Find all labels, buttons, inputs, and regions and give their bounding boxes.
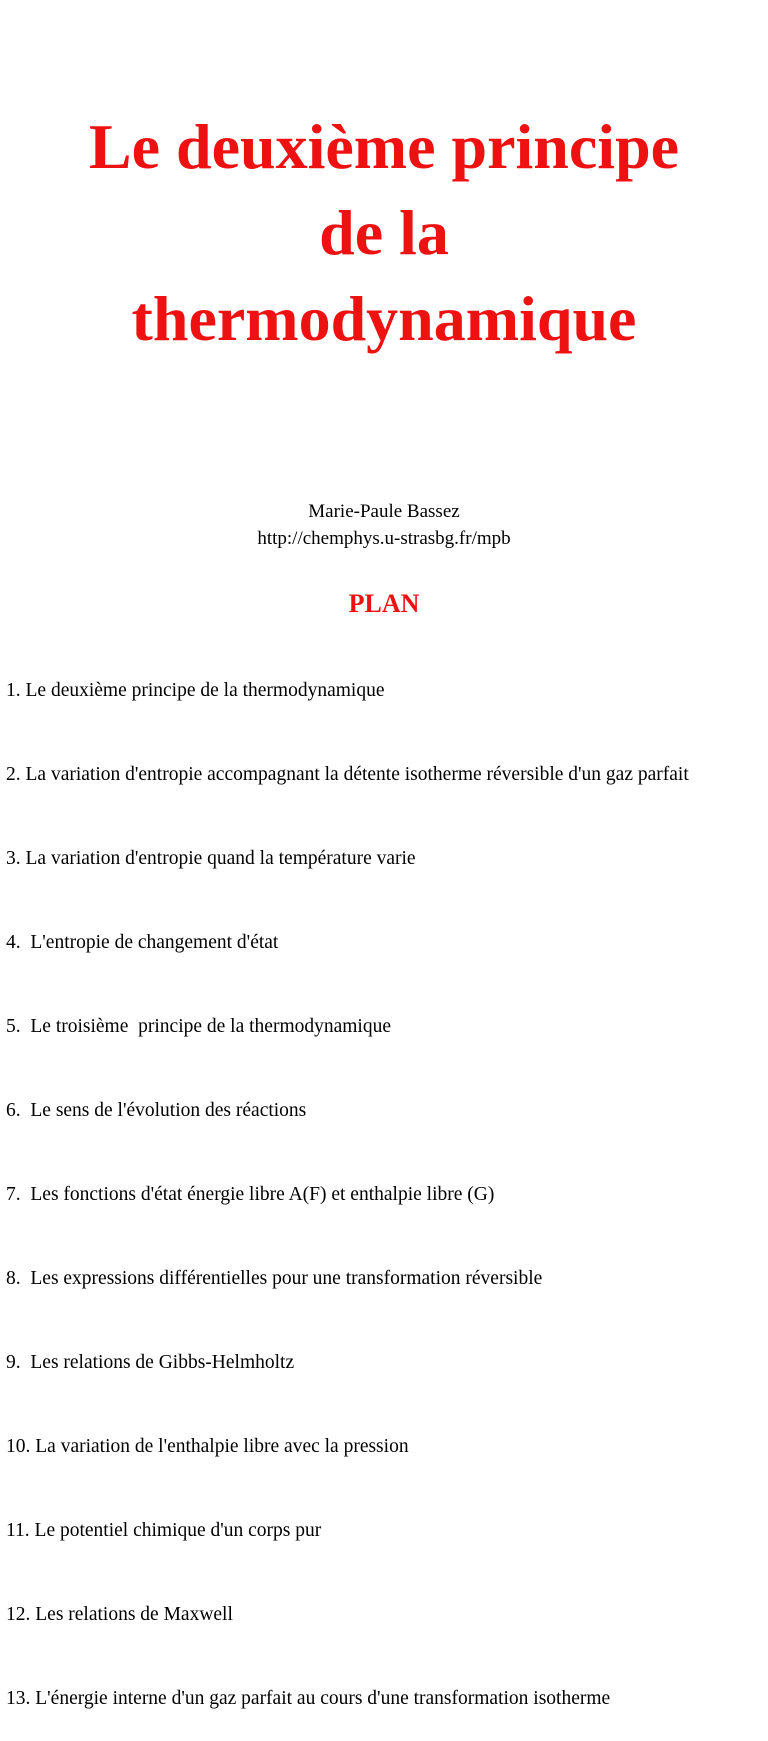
plan-item-10: 10. La variation de l'enthalpie libre avec la pression: [6, 1436, 409, 1457]
plan-list: [6, 621, 762, 1741]
plan-item-4: 4. L'entropie de changement d'état: [6, 932, 279, 953]
plan-item-9: 9. Les relations de Gibbs-Helmholtz: [6, 1352, 295, 1373]
plan-item-2: 2. La variation d'entropie accompagnant la détente isotherme réversible d'un gaz parfait: [6, 764, 689, 785]
title-line-3: thermodynamique: [131, 283, 637, 354]
plan-item-1: 1. Le deuxième principe de la thermodynamique: [6, 680, 385, 701]
plan-item-13: 13. L'énergie interne d'un gaz parfait au cours d'une transformation isotherme: [6, 1688, 611, 1709]
title-line-2: de la: [319, 197, 449, 268]
plan-item-7: 7. Les fonctions d'état énergie libre A(F) et enthalpie libre (G): [6, 1184, 495, 1205]
author-block: [0, 498, 768, 552]
author-url: http://chemphys.u-strasbg.fr/mpb: [257, 528, 511, 549]
plan-item-5: 5. Le troisième principe de la thermodynamique: [6, 1016, 392, 1037]
plan-item-3: 3. La variation d'entropie quand la température varie: [6, 848, 416, 869]
title-line-1: Le deuxième principe: [88, 111, 680, 182]
author-name: Marie-Paule Bassez: [308, 501, 460, 522]
plan-item-8: 8. Les expressions différentielles pour une transformation réversible: [6, 1268, 543, 1289]
plan-item-6: 6. Le sens de l'évolution des réactions: [6, 1100, 307, 1121]
plan-heading: PLAN: [348, 589, 420, 618]
plan-item-11: 11. Le potentiel chimique d'un corps pur: [6, 1520, 322, 1541]
document-title: [0, 104, 768, 362]
plan-item-12: 12. Les relations de Maxwell: [6, 1604, 233, 1625]
